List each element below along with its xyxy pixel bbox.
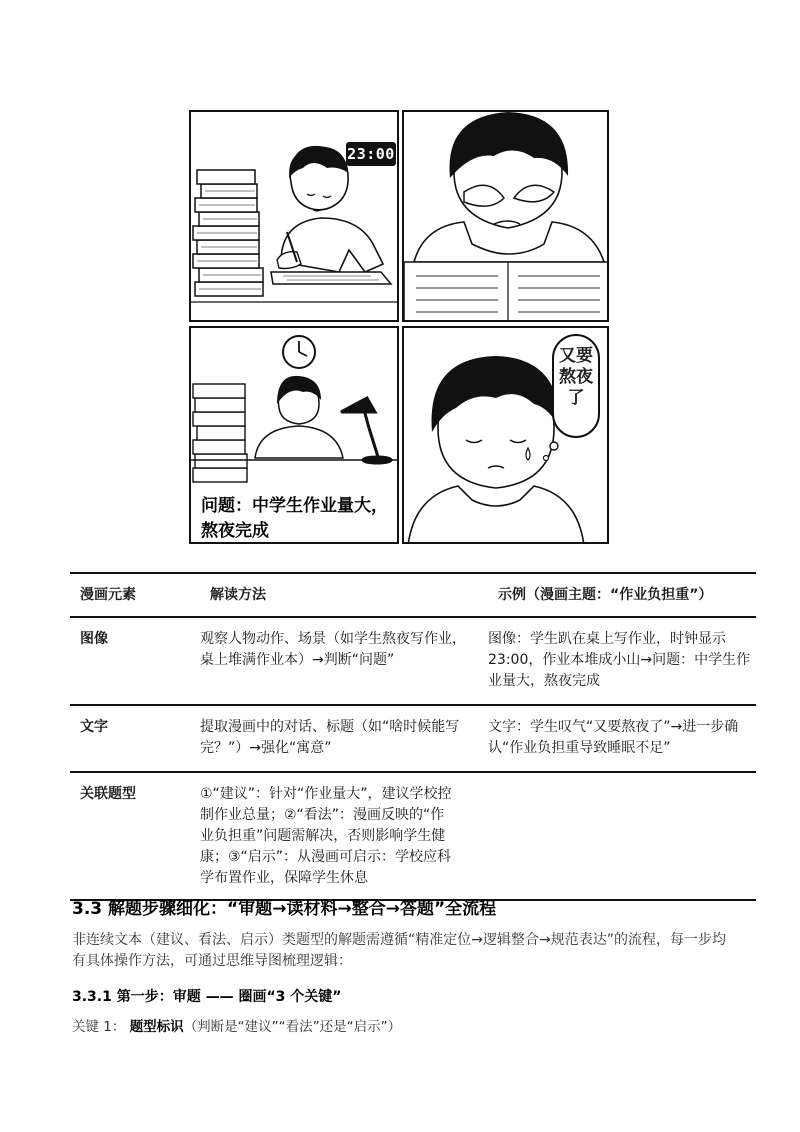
- desk-lamp-icon: [341, 398, 391, 463]
- table-cell-text: ①“建议”：针对“作业量大”，建议学校控制作业总量；②“看法”：漫画反映的“作业负担重”问题需解决，否则影响学生健康；③“启示”：从漫画可启示：学校应科学布置作业，保障学生休息: [200, 786, 452, 886]
- comic-analysis-table: [70, 572, 756, 901]
- table-cell-text: 文字：学生叹气“又要熬夜了”→进一步确认“作业负担重导致睡眠不足”: [488, 719, 739, 756]
- key-line: [72, 1015, 401, 1035]
- table-cell-method: [200, 705, 488, 772]
- key-bold-term: 题型标识: [129, 1019, 184, 1035]
- table-row: [70, 617, 756, 705]
- tired-boy-illustration: [404, 112, 609, 322]
- subsection-title: 3.3.1 第一步：审题 —— 圈画“3 个关键”: [72, 989, 342, 1005]
- section-paragraph: 非连续文本（建议、看法、启示）类题型的解题需遵循“精准定位→逻辑整合→规范表达”的流程，每一步均有具体操作方法，可通过思维导图梳理逻辑：: [72, 932, 726, 969]
- comic-panel-2: [402, 110, 609, 322]
- table-header-element: 漫画元素: [70, 573, 200, 617]
- digital-clock: 23:00: [346, 142, 396, 166]
- table-cell-example: [488, 705, 756, 772]
- table-header-example: 示例（漫画主题：“作业负担重”）: [488, 573, 756, 617]
- key-prefix: 关键 1：: [72, 1019, 126, 1035]
- table-cell-text: 观察人物动作、场景（如学生熬夜写作业，桌上堆满作业本）→判断“问题”: [200, 631, 466, 668]
- table-row: [70, 772, 756, 900]
- table-cell-example: [488, 772, 756, 900]
- section-title: 3.3 解题步骤细化：“审题→读材料→整合→答题”全流程: [72, 899, 497, 919]
- table-header-method: 解读方法: [200, 573, 488, 617]
- speech-bubble-text: 又要熬夜了: [559, 346, 593, 408]
- table-row: [70, 705, 756, 772]
- key-description: （判断是“建议”“看法”还是“启示”）: [183, 1019, 402, 1035]
- table-cell-element: 文字: [70, 705, 200, 772]
- comic-panel-4: [402, 326, 609, 544]
- wall-clock-icon: [283, 336, 315, 368]
- table-cell-method: [200, 772, 488, 900]
- table-header-row: [70, 573, 756, 617]
- comic-caption: 问题：中学生作业量大，熬夜完成: [201, 494, 391, 544]
- comic-panel-1: [189, 110, 399, 322]
- speech-bubble: [552, 334, 600, 438]
- table-cell-element: 图像: [70, 617, 200, 705]
- table-cell-example: [488, 617, 756, 705]
- table-cell-text: 图像：学生趴在桌上写作业，时钟显示23:00，作业本堆成小山→问题：中学生作业量大，熬夜完成: [488, 631, 751, 689]
- comic-panel-3: [189, 326, 399, 544]
- table-cell-method: [200, 617, 488, 705]
- table-cell-text: 提取漫画中的对话、标题（如“啥时候能写完？”）→强化“寓意”: [200, 719, 460, 756]
- table-cell-element: 关联题型: [70, 772, 200, 900]
- comic-strip: [189, 110, 609, 544]
